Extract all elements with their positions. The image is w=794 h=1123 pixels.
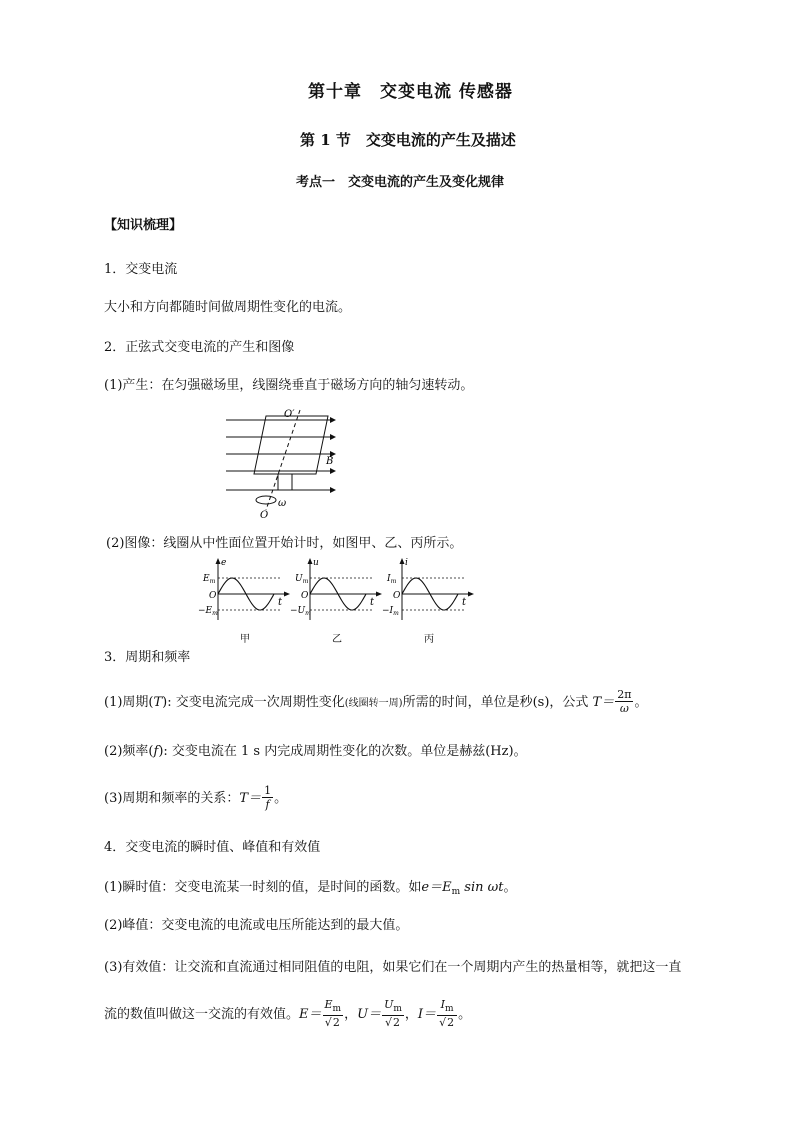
s1-text: 大小和方向都随时间做周期性变化的电流。 — [104, 300, 352, 315]
rel-end: 。 — [274, 791, 288, 806]
u-lhs: U＝ — [357, 1007, 382, 1022]
graph-caption: 甲 — [240, 634, 250, 645]
x-arrow — [468, 592, 474, 597]
omega-label: ω — [278, 498, 287, 509]
period-text-b: ): 交变电流完成一次周期性变化 — [162, 695, 345, 710]
knowledge-heading: 【知识梳理】 — [104, 218, 183, 233]
y-arrow — [308, 558, 313, 564]
neg-peak-label: $-U_m$ — [290, 606, 311, 617]
o-top-label: O′ — [284, 409, 295, 420]
y-arrow — [400, 558, 405, 564]
s2-generation: (1)产生：在匀强磁场里，线圈绕垂直于磁场方向的轴匀速转动。 — [104, 378, 474, 393]
freq-text-a: (2)频率( — [104, 744, 154, 759]
chapter-title: 第十章 交变电流 传感器 — [308, 82, 513, 102]
peak-line: (2)峰值：交变电流的电流或电压所能达到的最大值。 — [104, 918, 409, 933]
t-axis-label: t — [370, 597, 375, 608]
relation-line — [104, 784, 287, 814]
neg-peak-label: $-E_m$ — [198, 606, 218, 617]
freq-line — [104, 744, 527, 760]
graph-caption: 丙 — [424, 634, 434, 645]
origin-label: O — [393, 591, 401, 601]
instant-line — [104, 880, 516, 900]
t-axis-label: t — [462, 597, 467, 608]
effective-line-2: 流的数值叫做这一交流的有效值。E＝ $\frac{E_m}{√2}$ ，U＝ $\frac{U_m}{√2}$ ，I＝ $\frac{I_m}{√2}$ 。 — [104, 998, 472, 1029]
graph-e — [198, 558, 290, 645]
graph-caption: 乙 — [332, 634, 342, 645]
e-fraction: $\frac{E_m}{√2}$ — [324, 998, 342, 1029]
pos-peak-label: $I_m$ — [387, 574, 397, 585]
y-axis-label: e — [221, 558, 227, 568]
y-axis-label: u — [313, 558, 319, 568]
origin-label: O — [209, 591, 217, 601]
topic-title: 考点一 交变电流的产生及变化规律 — [296, 175, 505, 190]
period-end: 。 — [634, 695, 648, 710]
rel-den: f — [265, 798, 270, 811]
e-lhs: E＝ — [299, 1007, 322, 1022]
freq-text-b: ): 交变电流在 1 s 内完成周期性变化的次数。单位是赫兹(Hz)。 — [158, 744, 527, 759]
graph-i — [382, 558, 474, 645]
inst-end: 。 — [503, 880, 517, 895]
period-fraction — [615, 689, 633, 716]
neg-peak-label: $-I_m$ — [382, 606, 399, 617]
y-arrow — [216, 558, 221, 564]
period-text-a: (1)周期( — [104, 695, 154, 710]
sine-graphs — [196, 556, 476, 648]
rel-num: 1 — [264, 784, 272, 797]
y-axis-label: i — [405, 558, 408, 568]
origin-label: O — [301, 591, 309, 601]
pos-peak-label: $E_m$ — [203, 574, 216, 585]
pos-peak-label: $U_m$ — [295, 574, 309, 585]
period-eq: T＝ — [592, 695, 615, 710]
coil — [254, 416, 328, 474]
inst-eq: e＝E — [421, 880, 452, 895]
inst-sub: m — [451, 887, 461, 897]
period-text-c: 所需的时间，单位是秒(s)，公式 — [402, 695, 589, 710]
rotation-axis — [266, 410, 300, 510]
section-title: 第 1 节 交变电流的产生及描述 — [300, 131, 516, 149]
rel-text-a: (3)周期和频率的关系： — [104, 791, 240, 806]
period-note: (线圈转一周) — [344, 698, 403, 709]
graph-u — [290, 558, 382, 645]
s2-heading: 2．正弦式交变电流的产生和图像 — [104, 340, 295, 355]
u-fraction: $\frac{U_m}{√2}$ — [384, 998, 402, 1029]
rel-fraction — [262, 785, 273, 812]
period-num: 2π — [617, 688, 632, 701]
x-arrow — [284, 592, 290, 597]
b-label: B — [326, 456, 334, 467]
eff-text: 流的数值叫做这一交流的有效值。 — [104, 1007, 300, 1022]
s2-image-text: (2)图像：线圈从中性面位置开始计时，如图甲、乙、丙所示。 — [106, 536, 463, 551]
effective-line-1: (3)有效值：让交流和直流通过相同阻值的电阻，如果它们在一个周期内产生的热量相等，就把这一直 — [104, 960, 682, 975]
t-axis-label: t — [278, 597, 283, 608]
s1-heading: 1．交变电流 — [104, 262, 178, 277]
period-den: ω — [619, 702, 629, 715]
s4-heading: 4．交变电流的瞬时值、峰值和有效值 — [104, 840, 321, 855]
x-arrow — [376, 592, 382, 597]
inst-text-a: (1)瞬时值：交变电流某一时刻的值，是时间的函数。如 — [104, 880, 422, 895]
period-var: T — [153, 695, 163, 710]
o-bottom-label: O — [260, 510, 269, 520]
rotation-indicator — [256, 496, 276, 504]
freq-var: f — [153, 744, 159, 759]
rel-eq: T＝ — [239, 791, 262, 806]
i-fraction: $\frac{I_m}{√2}$ — [437, 999, 457, 1030]
i-lhs: I＝ — [417, 1007, 437, 1022]
s3-heading: 3．周期和频率 — [104, 650, 191, 665]
coil-figure — [222, 406, 342, 520]
period-line — [104, 688, 647, 719]
inst-b: sin ωt — [464, 880, 504, 895]
